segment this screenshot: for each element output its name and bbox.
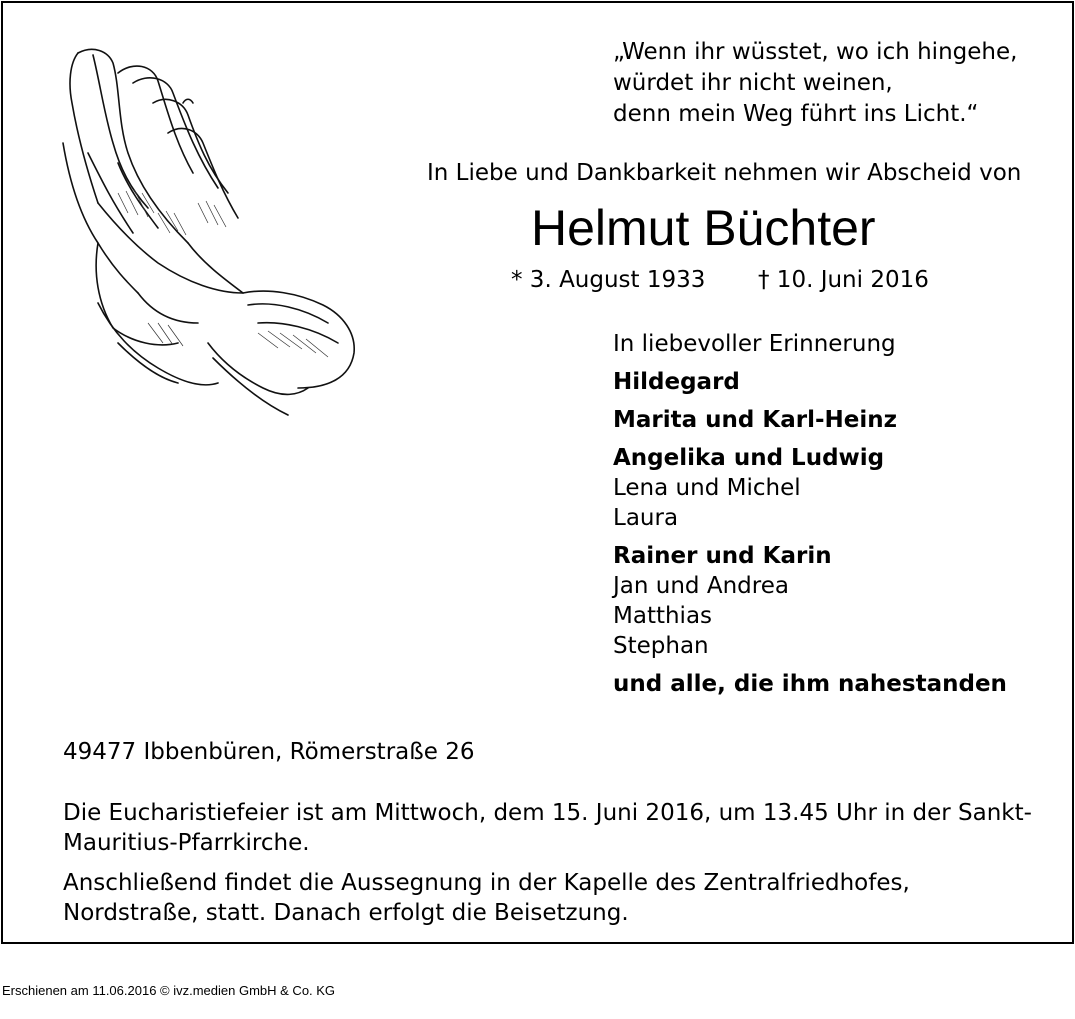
mourner-member: Stephan (613, 633, 709, 659)
quote-line: denn mein Weg führt ins Licht.“ (613, 101, 979, 127)
mourners-list (613, 329, 1007, 699)
publication-footer: Erschienen am 11.06.2016 © ivz.medien GmbH & Co. KG (2, 983, 336, 998)
mourner-group: Rainer und Karin (613, 543, 832, 569)
mourner-group: Marita und Karl-Heinz (613, 407, 897, 433)
birth-date: * 3. August 1933 (511, 267, 706, 293)
mourner-member: Jan und Andrea (613, 573, 789, 599)
mourner-group: und alle, die ihm nahestanden (613, 671, 1007, 697)
service-paragraph: Die Eucharistiefeier ist am Mittwoch, dem 15. Juni 2016, um 13.45 Uhr in der Sankt-Mauritius-Pfarrkirche. (63, 800, 1032, 856)
mourner-member: Lena und Michel (613, 475, 801, 501)
praying-hands-icon (58, 43, 363, 428)
service-info (63, 798, 1038, 938)
death-date: † 10. Juni 2016 (758, 267, 929, 293)
mourner-member: Laura (613, 505, 679, 531)
service-paragraph: Anschließend findet die Aussegnung in der Kapelle des Zentralfriedhofes, Nordstraße, statt. Danach erfolgt die Beisetzung. (63, 870, 910, 926)
mourner-group: Angelika und Ludwig (613, 445, 885, 471)
obituary-frame (1, 1, 1074, 944)
address: 49477 Ibbenbüren, Römerstraße 26 (63, 739, 475, 765)
quote-line: würdet ihr nicht weinen, (613, 70, 893, 96)
intro-text: In Liebe und Dankbarkeit nehmen wir Abscheid von (427, 160, 1022, 186)
quote (613, 37, 1017, 130)
quote-line: „Wenn ihr wüsstet, wo ich hingehe, (613, 39, 1018, 65)
deceased-name: Helmut Büchter (531, 200, 876, 256)
mourner-member: Matthias (613, 603, 713, 629)
mourner-group: Hildegard (613, 369, 740, 395)
mourners-heading: In liebevoller Erinnerung (613, 331, 896, 357)
